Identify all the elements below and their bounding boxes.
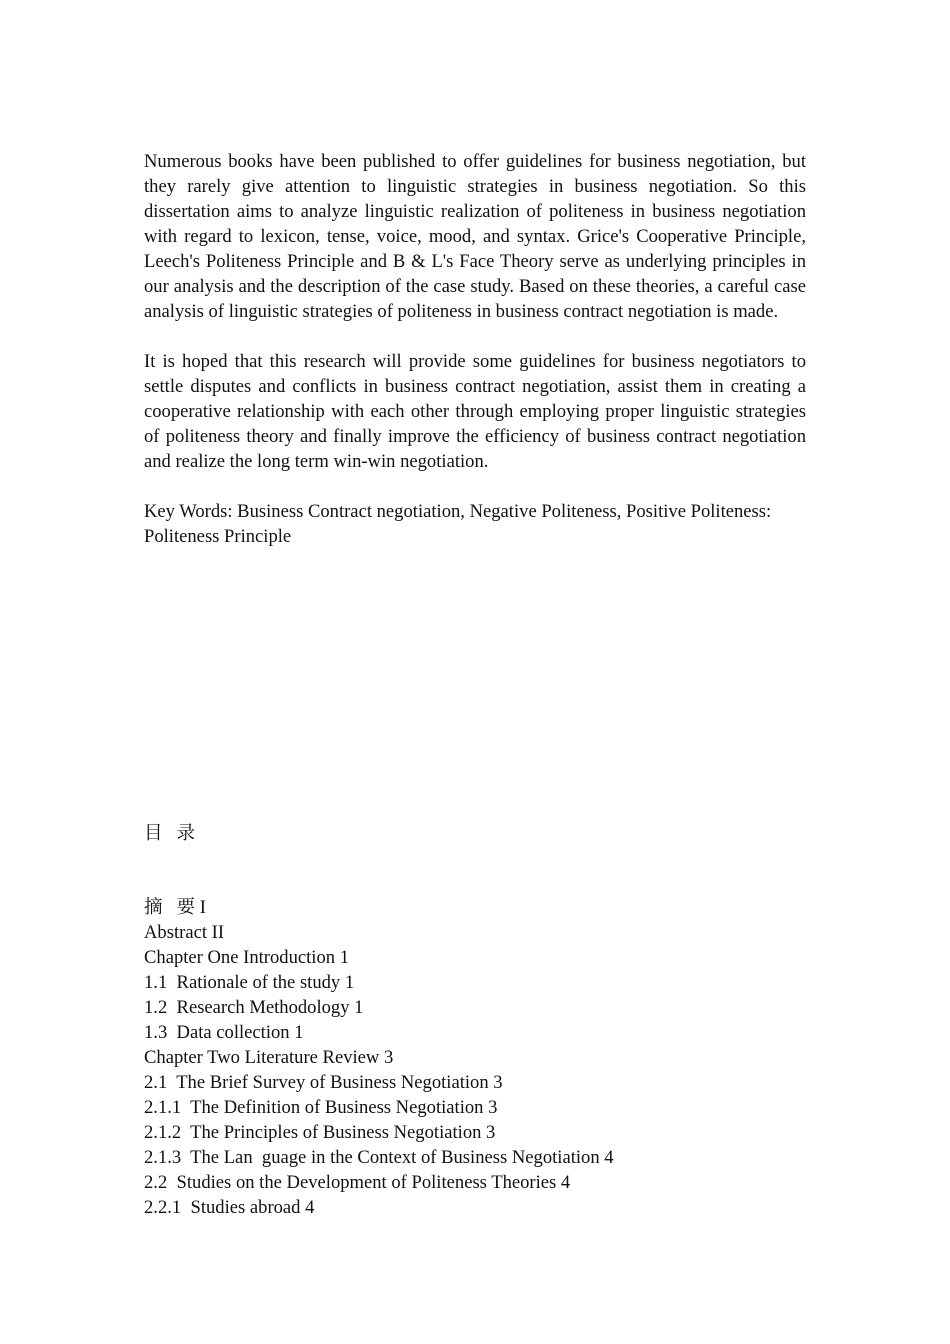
toc-entry: 2.1.3 The Lan guage in the Context of Business Negotiation 4 [144, 1147, 614, 1168]
toc-entry: 2.2 Studies on the Development of Politeness Theories 4 [144, 1172, 571, 1193]
toc-entry: Chapter Two Literature Review 3 [144, 1047, 394, 1068]
toc-entry: 1.3 Data collection 1 [144, 1022, 304, 1043]
abstract-section [144, 149, 806, 549]
toc-entry: Abstract II [144, 922, 225, 943]
keywords-line-1: Key Words: Business Contract negotiation, Negative Politeness, Positive Politeness: [144, 501, 772, 522]
table-of-contents [144, 895, 844, 1220]
abstract-paragraph-2: It is hoped that this research will provide some guidelines for business negotiators to settle disputes and conflicts in business contract negotiation, assist them in creating a cooperative relationship with each other through employing proper linguistic strategies of politeness theory and finally improve the efficiency of business contract negotiation and realize the long term win-win negotiation. [144, 351, 806, 472]
toc-entry: 1.2 Research Methodology 1 [144, 997, 364, 1018]
keywords [144, 499, 806, 549]
toc-entry: Chapter One Introduction 1 [144, 947, 349, 968]
toc-entry: 2.1 The Brief Survey of Business Negotiation 3 [144, 1072, 503, 1093]
toc-heading: 目 录 [144, 823, 196, 844]
toc-entry: 1.1 Rationale of the study 1 [144, 972, 355, 993]
abstract-paragraph-1: Numerous books have been published to offer guidelines for business negotiation, but they rarely give attention to linguistic strategies in business negotiation. So this dissertation aims to analyze linguistic realization of politeness in business negotiation with regard to lexicon, tense, voice, mood, and syntax. Grice's Cooperative Principle, Leech's Politeness Principle and B & L's Face Theory serve as underlying principles in our analysis and the description of the case study. Based on these theories, a careful case analysis of linguistic strategies of politeness in business contract negotiation is made. [144, 151, 806, 322]
toc-entry: 2.1.2 The Principles of Business Negotiation 3 [144, 1122, 496, 1143]
keywords-line-2: Politeness Principle [144, 526, 292, 547]
toc-entry: 2.1.1 The Definition of Business Negotiation 3 [144, 1097, 498, 1118]
paragraph-spacer [144, 474, 806, 499]
toc-entry: 2.2.1 Studies abroad 4 [144, 1197, 315, 1218]
paragraph-spacer [144, 324, 806, 349]
toc-entry: 摘 要 I [144, 897, 206, 918]
